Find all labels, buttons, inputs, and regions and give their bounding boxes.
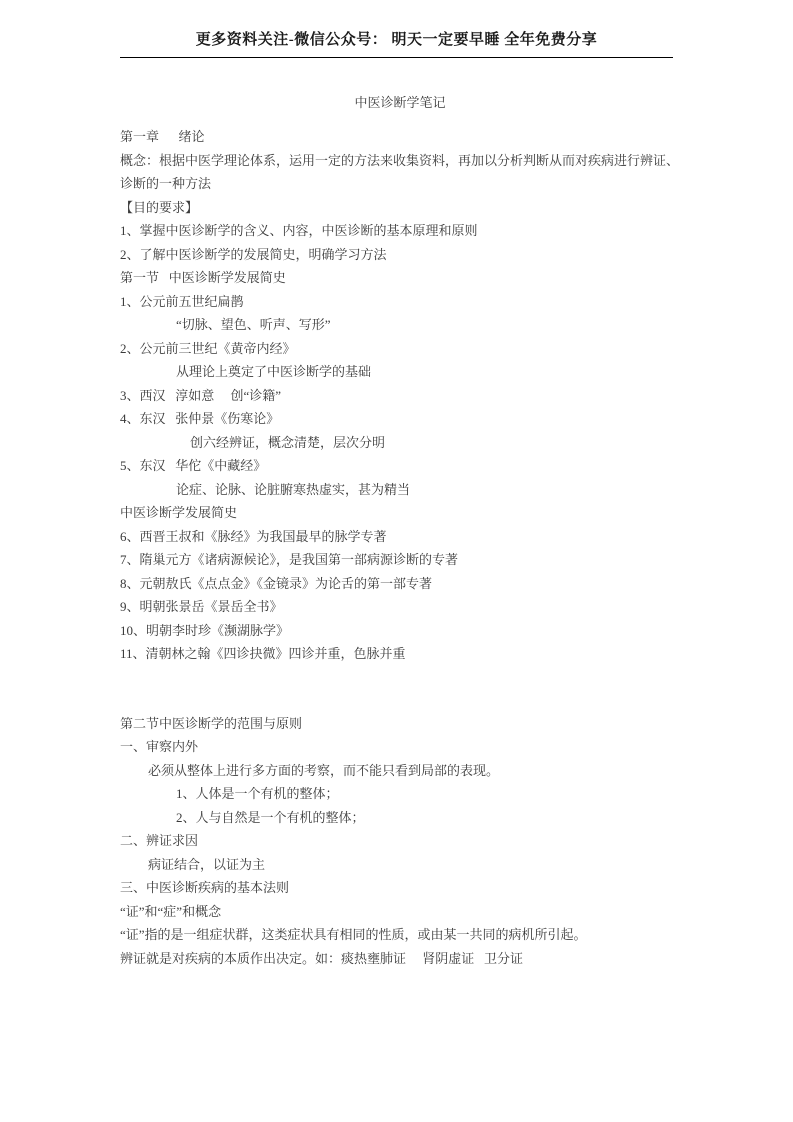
document-line: “切脉、望色、听声、写形” [176, 317, 331, 332]
document-line: 6、西晋王叔和《脉经》为我国最早的脉学专著 [120, 528, 387, 544]
document-line: 创六经辨证，概念清楚，层次分明 [190, 434, 386, 450]
document-line: 4、东汉 张仲景《伤寒论》 [120, 411, 280, 426]
document-body [120, 92, 680, 970]
document-line: 9、明朝张景岳《景岳全书》 [120, 599, 283, 614]
document-line: 10、明朝李时珍《濒湖脉学》 [120, 622, 290, 638]
document-line: 3、西汉 淳如意 创“诊籍” [120, 387, 282, 403]
document-line: 三、中医诊断疾病的基本法则 [120, 880, 290, 895]
document-line: 2、公元前三世纪《黄帝内经》 [120, 340, 296, 356]
document-line: 1、掌握中医诊断学的含义、内容，中医诊断的基本原理和原则 [120, 223, 478, 238]
document-line: 2、了解中医诊断学的发展简史，明确学习方法 [120, 246, 387, 262]
document-line: 论症、论脉、论脏腑寒热虚实，甚为精当 [176, 481, 411, 497]
document-lines [120, 125, 680, 970]
document-line: 必须从整体上进行多方面的考察，而不能只看到局部的表现。 [148, 762, 500, 778]
document-line: 辨证就是对疾病的本质作出决定。如：痰热壅肺证 肾阴虚证 卫分证 [120, 950, 524, 966]
document-line: 病证结合，以证为主 [148, 856, 266, 872]
document-line: 11、清朝林之翰《四诊抉微》四诊并重，色脉并重 [120, 646, 406, 661]
document-line: 8、元朝敖氏《点点金》《金镜录》为论舌的第一部专著 [120, 575, 433, 591]
document-blank-line [120, 666, 680, 689]
document-title: 中医诊断学笔记 [354, 95, 446, 110]
document-line: 【目的要求】 [120, 199, 199, 215]
document-line: 2、人与自然是一个有机的整体； [176, 809, 365, 825]
document-line: 1、人体是一个有机的整体； [176, 786, 339, 801]
document-line: 从理论上奠定了中医诊断学的基础 [176, 364, 372, 379]
document-line: “证”和“症”和概念 [120, 903, 222, 919]
document-line: 中医诊断学发展简史 [120, 505, 238, 520]
document-line: 二、辨证求因 [120, 833, 199, 848]
page-header-banner: 更多资料关注-微信公众号： 明天一定要早睡 全年免费分享 [195, 32, 598, 48]
document-line: 1、公元前五世纪扁鹊 [120, 293, 244, 309]
document-line: 第一节 中医诊断学发展简史 [120, 270, 286, 285]
document-line: 第二节中医诊断学的范围与原则 [120, 715, 303, 731]
document-line: 一、审察内外 [120, 739, 199, 754]
document-line: 概念：根据中医学理论体系，运用一定的方法来收集资料，再加以分析判断从而对疾病进行辨证、诊断的一种方法 [120, 152, 680, 191]
document-line: 5、东汉 华佗《中藏经》 [120, 458, 267, 473]
document-blank-line [120, 689, 680, 712]
header-divider [120, 57, 673, 58]
document-line: 7、隋巢元方《诸病源候论》，是我国第一部病源诊断的专著 [120, 552, 459, 567]
document-line: “证”指的是一组症状群，这类症状具有相同的性质，或由某一共同的病机所引起。 [120, 927, 587, 942]
document-line: 第一章 绪论 [120, 129, 205, 144]
